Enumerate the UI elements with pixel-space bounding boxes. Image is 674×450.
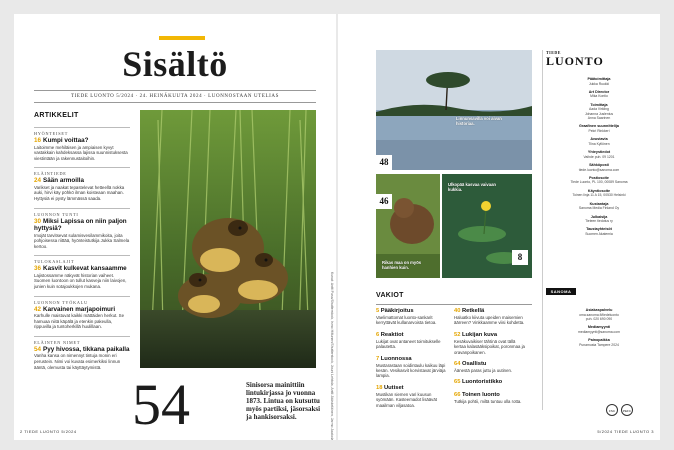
masthead-name: Jukka Ruukki <box>588 81 610 86</box>
left-page <box>14 14 336 440</box>
feature-page-number: 54 <box>132 372 190 437</box>
masthead-role: Taustayhteisöt <box>586 227 612 232</box>
standards-right-column <box>454 308 526 411</box>
logo-small: TIEDE <box>546 50 561 55</box>
standard-page-number: 5 <box>376 308 380 314</box>
standard-page-number: 7 <box>376 355 380 362</box>
standard-entry <box>454 361 526 373</box>
standards-rule <box>376 304 532 305</box>
article-entry <box>34 336 130 370</box>
standard-title-text: Pääkirjoitus <box>380 308 414 314</box>
masthead-name: tiede.luonto@sanoma.com <box>578 167 620 172</box>
article-page-number: 24 <box>34 177 42 185</box>
bear-photo <box>376 174 440 278</box>
article-category: ELÄINTIEDE <box>34 167 130 176</box>
standards-left-column <box>376 308 448 414</box>
article-page-number: 16 <box>34 137 42 144</box>
articles-heading: ARTIKKELIT <box>34 112 79 119</box>
masthead-name: Tiina Kyllönen <box>588 141 610 146</box>
article-title-text: Miksi Lapissa on niin paljon hyttysiä? <box>34 217 127 233</box>
masthead-name: Tieteen tiedotus ry <box>585 219 613 224</box>
bear-photo-caption: Rikas maa on myös hanhien kuin. <box>382 260 422 270</box>
standard-title-text: Osallistu <box>461 361 487 368</box>
standard-entry <box>376 356 448 379</box>
standard-title-text: Luonnossa <box>380 355 412 362</box>
masthead-name: Sanoma Media Finland Oy <box>578 206 620 211</box>
fsc-logo-icon: FSC <box>606 404 618 416</box>
standard-title <box>454 379 526 386</box>
standard-page-number: 6 <box>376 331 380 338</box>
masthead-name: Mika Kontio <box>590 94 608 99</box>
article-page-number: 30 <box>34 217 42 225</box>
pefc-logo-icon: PEFC <box>621 404 633 416</box>
masthead-role: Avustavia <box>590 137 608 142</box>
article-category: HYÖNTEISET <box>34 127 130 136</box>
standard-title <box>376 356 448 363</box>
standard-title <box>454 361 526 368</box>
standards-heading: VAKIOT <box>376 292 404 299</box>
page-title: Sisältö <box>122 44 228 84</box>
article-description: Lajistossamme näkyvät historian vaiheet. Suomen luontoon on tullut kasveja niin laivojen, junien kuin sotajoukkojen mukana. <box>34 272 127 290</box>
standard-title-text: Lukijan kuva <box>461 331 498 338</box>
article-entry <box>34 296 130 330</box>
standard-entry <box>454 308 526 326</box>
article-description: Laitoimme mehiläisen ja ampiaisen kyvyt vastakkain kahdeksassa lajissa suunnistuksesta viestintään ja rakennustaitoihin. <box>34 144 128 161</box>
title-rule <box>34 90 316 91</box>
masthead-name: Toinen linja 11 A 15, 00530 Helsinki <box>572 193 626 198</box>
article-entry <box>34 255 130 289</box>
standard-description: Vaelimattomat luonto-sankarit kerryttävät kullanarvoista tietoa. <box>376 315 437 326</box>
standard-page-number: 40 <box>454 308 461 314</box>
masthead <box>546 50 652 236</box>
standard-title <box>376 308 448 315</box>
standard-entry <box>376 308 448 326</box>
masthead-role: Mediamyynti <box>587 325 611 330</box>
duckling-illustration <box>140 110 316 368</box>
issue-rule <box>34 102 316 103</box>
waterlily-photo-caption: Ulkopää kasvaa vaivaan kukkia. <box>448 182 496 192</box>
article-category: LUONNON TYÖKALU <box>34 296 130 305</box>
standard-title-text: Toinen luonto <box>461 392 500 399</box>
standard-entry <box>376 332 448 350</box>
masthead-name: Tiede Luonto, PL 100, 00089 Sanoma <box>570 180 628 185</box>
articles-list <box>34 127 130 370</box>
article-description: Karhulle maistuvat kaikki mättäiden herkut. Se hamuaa niitä käpälä ja etenkin pakeulla, rippuvilla ja tuntoherkillä huulillaan. <box>34 313 125 330</box>
duckling-hero-photo <box>140 110 316 368</box>
article-title-text: Karvainen marjapoimuri <box>43 305 116 313</box>
article-entry <box>34 127 130 161</box>
issue-line: TIEDE LUONTO 5/2024 · 24. HEINÄKUUTA 2024 · LUONNOSTAAN UTELIAS <box>71 94 279 99</box>
masthead-name: puh. 020 690 090 <box>585 316 613 321</box>
masthead-role: Painopaikka <box>588 338 610 343</box>
standard-page-number: 66 <box>454 392 461 399</box>
article-entry <box>34 167 130 201</box>
article-description: Vanha kansa on nimennyt tintuja monin eri perustein. Nimi voi kuvata esimerkiksi linnun ääntä, olemusta tai käyttäytymistä. <box>34 353 121 370</box>
standard-title-text: Uutiset <box>383 384 404 391</box>
masthead-name: Johanna Juslenius <box>584 111 614 116</box>
masthead-role: Asiakaspalvelu <box>585 308 613 312</box>
masthead-divider <box>542 50 543 410</box>
article-page-number: 54 <box>34 345 42 353</box>
article-title-text: Kumpi voittaa? <box>43 137 89 144</box>
standard-description: Lukijat ovat antaneet toimitukselle palautetta. <box>376 338 441 350</box>
masthead-role: Art Director <box>588 89 610 94</box>
masthead-name: Suomen Akatemia <box>585 231 613 236</box>
masthead-name: Anna Saarinen <box>587 115 611 120</box>
masthead-name: mediamyynti@sanoma.com <box>578 329 620 334</box>
sanoma-logo: SANOMA <box>546 288 576 295</box>
article-title <box>34 346 130 354</box>
masthead-role: Julkaisija <box>590 214 608 219</box>
standard-description: Mustarastaan soidintaulu kaikuu läpi kesän. Vesikasvit korvistavat järviäja lampia. <box>376 362 446 379</box>
article-title-text: Sään armoilla <box>43 177 84 185</box>
masthead-name: Punamusta Tampere 2024 <box>579 342 619 347</box>
masthead-role: Käyntiosoite <box>587 188 611 193</box>
masthead-role: Toimittaja <box>590 102 608 107</box>
standard-page-number: 18 <box>376 384 383 391</box>
masthead-role: Graafinen suunnittelija <box>579 124 619 129</box>
article-title-text: Kasvit kulkevat kansaamme <box>43 265 127 273</box>
standard-title <box>376 385 448 392</box>
standard-title-text: Reaktiot <box>380 331 404 338</box>
article-page-number: 42 <box>34 305 42 313</box>
article-title <box>34 306 130 314</box>
standard-title <box>454 332 526 339</box>
standard-title <box>454 392 526 399</box>
masthead-name: Vaihde puh. 09 1201 <box>583 154 615 159</box>
lake-illustration <box>376 50 532 170</box>
standard-title <box>376 332 448 339</box>
article-description: Imojät tarvitsevat sulamisvesilammikoita, joita pohjoisessa riittää, hyönteistutkija Jukka Salmela kertoo. <box>34 232 130 249</box>
lake-photo-caption: Linnunsavilla voi aivan historiaa. <box>456 116 502 126</box>
masthead-lines <box>546 73 652 236</box>
title-accent-bar <box>159 36 205 40</box>
article-page-number: 36 <box>34 265 42 273</box>
masthead-role: Sähköposti <box>589 162 609 167</box>
standard-page-number: 52 <box>454 331 461 338</box>
articles-column <box>34 112 130 376</box>
standard-entry <box>454 379 526 386</box>
bear-photo-badge: 46 <box>376 194 392 209</box>
certification-logos <box>606 404 633 416</box>
lake-photo-badge: 48 <box>376 155 392 170</box>
masthead-name: Pekri Rinkkeri <box>588 128 610 133</box>
article-title <box>34 218 130 233</box>
right-page <box>338 14 660 440</box>
article-description: Varikset ja naakat tepastelevat hetteellä nokka auki, hirvi käy pöhkö ilman koisteaan maahan. Hyttysiä ei pysty lämmässä saada. <box>34 184 125 201</box>
feature-caption: Sinisorsa mainittiin lintukirjassa jo vuonna 1873. Lintua on kutsuttu myös partiksi, jäsorsaksi ja hankisorsaksi. <box>246 381 321 421</box>
waterlily-photo <box>442 174 532 278</box>
standard-description: Haluatko kiivuta upeiden maisemien äärreen? Vinkkaamme viisi kohdetta. <box>454 315 525 326</box>
standard-description: Kesäkuvaikiser tähtinä ovat tällä kertaa kalasääksipoikat, poronmaa ja oravanpoikanen. <box>454 338 525 355</box>
masthead-role: Yhteystiedot <box>587 150 611 155</box>
standard-description: Äänestä paras juttu ja uutinen. <box>454 368 513 374</box>
article-title <box>34 265 130 273</box>
standard-title <box>454 308 526 315</box>
standard-entry <box>454 392 526 404</box>
article-title <box>34 137 130 145</box>
photo-credit: Kuvat: Antti Pusa/Shutterstock, Ismo Hiltunen/Shutterstock, Jouni Lehtola, Antti Jääskeläinen, Jarmo Jaakola <box>330 272 334 440</box>
waterlily-photo-badge: 8 <box>512 250 528 265</box>
article-title-text: Pyy hivossa, tikkana paikalla <box>43 345 130 353</box>
standard-entry <box>376 385 448 408</box>
masthead-role: Päätoimittaja <box>587 77 611 81</box>
article-title <box>34 177 130 185</box>
masthead-name: Aada Virkling <box>589 107 609 112</box>
standard-title-text: Luontoristikko <box>461 379 503 386</box>
article-entry <box>34 208 130 250</box>
right-folio: 5/2024 TIEDE LUONTO 3 <box>597 429 654 434</box>
standard-title-text: Retkellä <box>461 308 485 314</box>
masthead-name: oma.sanoma.fi/tiedeluonto <box>579 312 619 317</box>
article-category: ELÄINTEN NIMET <box>34 336 130 345</box>
left-folio: 2 TIEDE LUONTO 5/2024 <box>20 429 77 434</box>
standard-description: Mustikan siemen vari kuusun syömään. Kasteemadot lisäävät maailman viljasatoa. <box>376 391 437 408</box>
masthead-role: Postiosoite <box>589 175 609 180</box>
standard-page-number: 65 <box>454 379 461 386</box>
article-category: LUONNON TUNTI <box>34 208 130 217</box>
logo-big: LUONTO <box>546 54 604 68</box>
lake-photo <box>376 50 532 170</box>
masthead-role: Kustantaja <box>589 201 609 206</box>
masthead-lower <box>546 304 652 347</box>
standard-entry <box>454 332 526 355</box>
standard-page-number: 64 <box>454 361 461 368</box>
standard-description: Tutkija pohtii, miltä tuntuu olla rotta. <box>454 399 522 405</box>
article-category: TULOKASLAJIT <box>34 255 130 264</box>
